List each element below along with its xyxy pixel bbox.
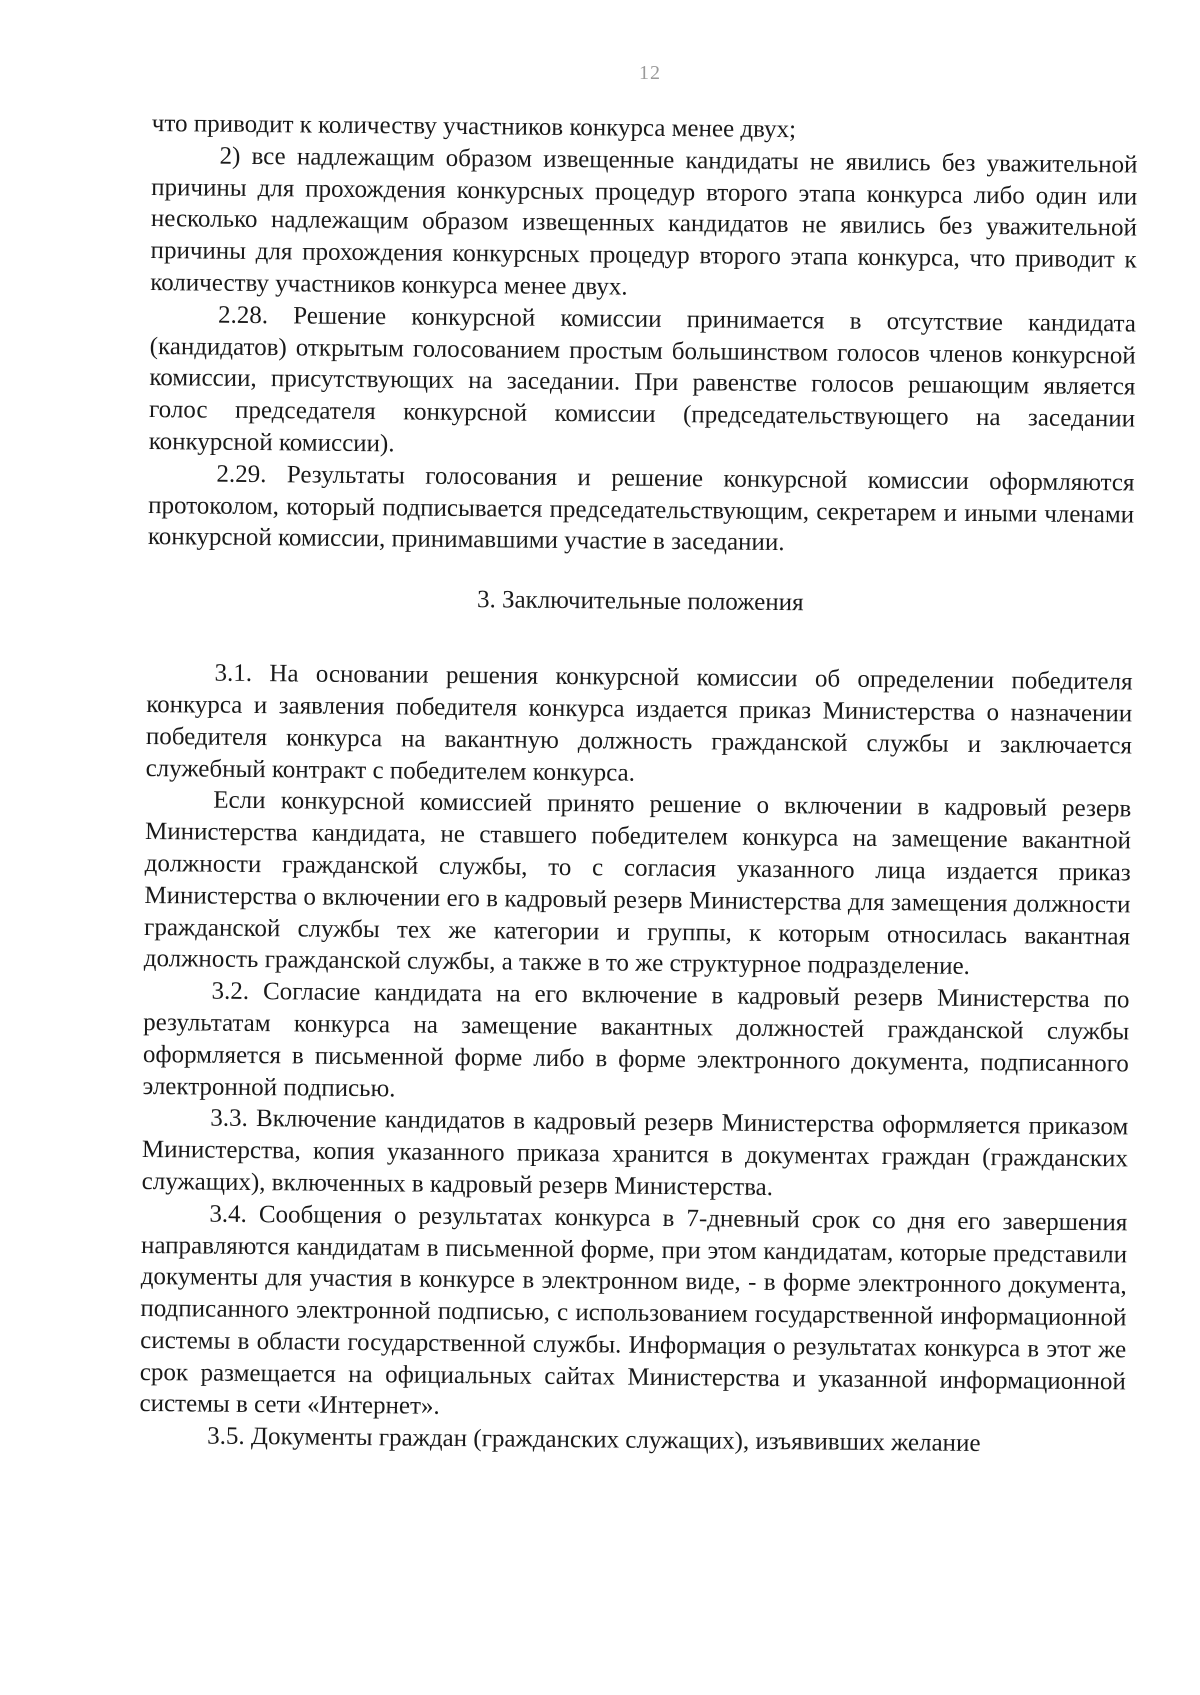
paragraph-3-1: 3.1. На основании решения конкурсной комиссии об определении победителя конкурса и заявления победителя конкурса издается приказ Министерства о назначении победителя конкурса на вакантную должность гражданской службы и заключается служебный контракт с победителем конкурса. [145,659,1133,787]
paragraph-item-2: 2) все надлежащим образом извещенные кандидаты не явились без уважительной причины для прохождения конкурсных процедур второго этапа конкурса либо один или несколько надлежащим образом извещенных кандидатов не явились без уважительной причины для прохождения конкурсных процедур второго этапа конкурса, что приводит к количеству участников конкурса менее двух. [150,142,1138,301]
paragraph-3-5: 3.5. Документы граждан (гражданских служащих), изъявивших желание [207,1422,981,1458]
paragraph-3-4: 3.4. Сообщения о результатах конкурса в 7-дневный срок со дня его завершения направляются кандидатам в письменной форме, при этом кандидатам, которые представили документы для участия в конкурсе в электронном виде, - в форме электронного документа, подписанного электронной подписью, с использованием государственной информационной системы в области государственной службы. Информация о результатах конкурса в этот же срок размещается на официальных сайтах Министерства и указанной информационной системы в сети «Интернет». [139,1200,1128,1421]
paragraph-continuation: что приводит к количеству участников конкурса менее двух; [151,109,797,144]
paragraph-3-1-reserve: Если конкурсной комиссией принято решение о включении в кадровый резерв Министерства кандидата, не ставшего победителем конкурса на замещение вакантной должности гражданской службы, то с согласия указанного лица издается приказ Министерства о включении его в кадровый резерв Министерства для замещения должности гражданской службы тех же категории и группы, к которым относилась вакантная должность гражданской службы, а также в то же структурное подразделение. [143,786,1132,981]
page-number: 12 [639,62,661,84]
paragraph-3-2: 3.2. Согласие кандидата на его включение в кадровый резерв Министерства по результатам конкурса на замещение вакантных должностей гражданской службы оформляется в письменной форме либо в форме электронного документа, подписанного электронной подписью. [142,977,1130,1102]
paragraph-2-28: 2.28. Решение конкурсной комиссии принимается в отсутствие кандидата (кандидатов) открытым голосованием простым большинством голосов членов конкурсной комиссии, присутствующих на заседании. При равенстве голосов решающим является голос председателя конкурсной комиссии (председательствующего на заседании конкурсной комиссии). [148,301,1137,458]
document-body [139,108,1138,1461]
paragraph-3-3: 3.3. Включение кандидатов в кадровый резерв Министерства оформляется приказом Министерства, копия указанного приказа хранится в документах граждан (гражданских служащих), включенных в кадровый резерв Министерства. [141,1104,1129,1201]
section-heading: 3. Заключительные положения [476,586,804,617]
paragraph-2-29: 2.29. Результаты голосования и решение конкурсной комиссии оформляются протоколом, который подписывается председательствующим, секретарем и иными членами конкурсной комиссии, принимавшими участие в заседании. [147,460,1135,557]
